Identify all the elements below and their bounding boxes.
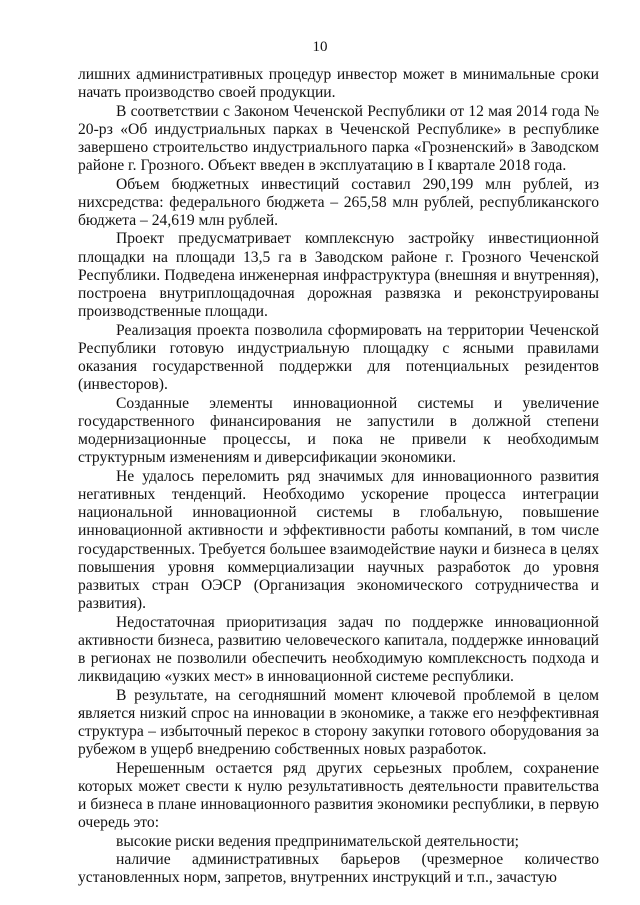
paragraph-key-problem: В результате, на сегодняшний момент ключевой проблемой в целом является низкий спрос на инновации в экономике, а также его неэффективная структура – избыточный перекос в сторону закупки готового оборудования за рубежом в ущерб внедрению собственных новых разработок. — [78, 686, 599, 759]
paragraph-budget-investments: Объем бюджетных инвестиций составил 290,199 млн рублей, из нихсредства: федерального бюджета – 265,58 млн рублей, республиканского бюджета – 24,619 млн рублей. — [78, 175, 599, 229]
paragraph-innovation-system: Созданные элементы инновационной системы и увеличение государственного финансирования не запустили в должной степени модернизационные процессы, и пока не привели к необходимым структурным изменениям и диверсификации экономики. — [78, 394, 599, 467]
paragraph-industrial-park-law: В соответствии с Законом Чеченской Республики от 12 мая 2014 года № 20-рз «Об индустриальных парках в Чеченской Республике» в республике завершено строительство индустриального парка «Грозненский» в Заводском районе г. Грозного. Объект введен в эксплуатацию в I квартале 2018 года. — [78, 102, 599, 175]
paragraph-continuation: лишних административных процедур инвестор может в минимальные сроки начать производство своей продукции. — [78, 66, 599, 102]
list-item-admin-barriers: наличие административных барьеров (чрезмерное количество установленных норм, запретов, внутренних инструкций и т.п., зачастую — [78, 850, 599, 886]
page-number: 10 — [312, 39, 328, 55]
list-item-high-risks: высокие риски ведения предпринимательской деятельности; — [116, 832, 520, 850]
paragraph-project-description: Проект предусматривает комплексную застройку инвестиционной площадки на площади 13,5 га в Заводском районе г. Грозного Чеченской Республики. Подведена инженерная инфраструктура (внешняя и внутренняя), построена внутриплощадочная дорожная развязка и реконструированы производственные площади. — [78, 230, 599, 321]
paragraph-negative-trends: Не удалось переломить ряд значимых для инновационного развития негативных тенденций. Необходимо ускорение процесса интеграции национальной инновационной системы в глобальную, повышение инновационной активности и эффективности работы компаний, в том числе государственных. Требуется большее взаимодействие науки и бизнеса в целях повышения уровня коммерциализации научных разработок до уровня развитых стран ОЭСР (Организация экономического сотрудничества и развития). — [78, 467, 599, 613]
paragraph-prioritization: Недостаточная приоритизация задач по поддержке инновационной активности бизнеса, развитию человеческого капитала, поддержке инноваций в регионах не позволили обеспечить необходимую комплексность подхода и ликвидацию «узких мест» в инновационной системе республики. — [78, 613, 599, 686]
paragraph-unresolved-problems: Нерешенным остается ряд других серьезных проблем, сохранение которых может свести к нулю результативность деятельности правительства и бизнеса в плане инновационного развития экономики республики, в первую очередь это: — [78, 759, 599, 832]
paragraph-project-result: Реализация проекта позволила сформировать на территории Чеченской Республики готовую индустриальную площадку с ясными правилами оказания государственной поддержки для потенциальных резидентов (инвесторов). — [78, 321, 599, 394]
document-body — [78, 66, 599, 887]
